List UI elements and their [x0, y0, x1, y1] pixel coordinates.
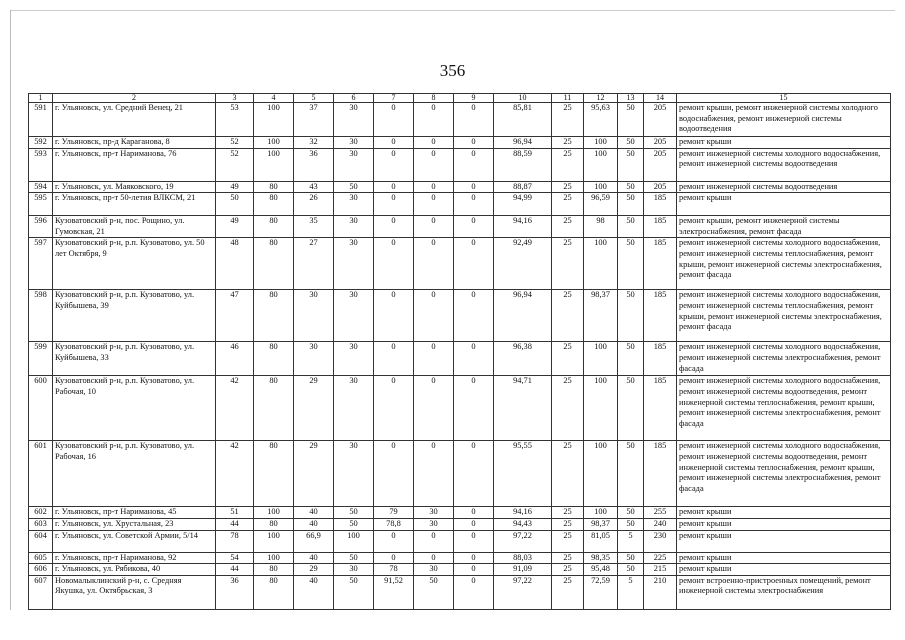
value-cell-c12: 100 [584, 376, 618, 441]
value-cell-c6: 50 [334, 575, 374, 609]
value-cell-c4: 80 [254, 376, 294, 441]
value-cell-c3: 53 [216, 103, 254, 137]
column-header-14: 14 [644, 94, 677, 103]
value-cell-c14: 240 [644, 518, 677, 530]
value-cell-c10: 85,81 [494, 103, 552, 137]
value-cell-c8: 0 [414, 290, 454, 342]
row-number-cell: 607 [29, 575, 53, 609]
column-header-5: 5 [294, 94, 334, 103]
value-cell-c8: 0 [414, 137, 454, 149]
value-cell-c12: 100 [584, 148, 618, 181]
value-cell-c13: 50 [618, 507, 644, 519]
value-cell-c11: 25 [552, 238, 584, 290]
table-row [29, 564, 891, 576]
column-header-12: 12 [584, 94, 618, 103]
value-cell-c5: 32 [294, 137, 334, 149]
value-cell-c11: 25 [552, 530, 584, 552]
value-cell-c8: 0 [414, 238, 454, 290]
works-cell: ремонт крыши [677, 552, 891, 564]
column-header-4: 4 [254, 94, 294, 103]
header-row [29, 94, 891, 103]
value-cell-c5: 66,9 [294, 530, 334, 552]
value-cell-c5: 36 [294, 148, 334, 181]
column-header-1: 1 [29, 94, 53, 103]
row-number-cell: 591 [29, 103, 53, 137]
works-cell: ремонт крыши, ремонт инженерной системы электроснабжения, ремонт фасада [677, 216, 891, 238]
value-cell-c6: 30 [334, 238, 374, 290]
value-cell-c8: 30 [414, 564, 454, 576]
value-cell-c10: 97,22 [494, 575, 552, 609]
value-cell-c9: 0 [454, 376, 494, 441]
value-cell-c8: 0 [414, 181, 454, 193]
value-cell-c7: 78,8 [374, 518, 414, 530]
value-cell-c3: 54 [216, 552, 254, 564]
value-cell-c9: 0 [454, 193, 494, 216]
value-cell-c7: 0 [374, 441, 414, 507]
value-cell-c7: 0 [374, 290, 414, 342]
column-header-11: 11 [552, 94, 584, 103]
table-row [29, 441, 891, 507]
table-row [29, 552, 891, 564]
value-cell-c4: 100 [254, 103, 294, 137]
value-cell-c4: 100 [254, 148, 294, 181]
value-cell-c4: 80 [254, 238, 294, 290]
value-cell-c5: 43 [294, 181, 334, 193]
row-number-cell: 599 [29, 342, 53, 376]
address-cell: г. Ульяновск, пр-т Нариманова, 76 [53, 148, 216, 181]
value-cell-c8: 0 [414, 148, 454, 181]
value-cell-c5: 27 [294, 238, 334, 290]
value-cell-c6: 30 [334, 342, 374, 376]
value-cell-c13: 50 [618, 290, 644, 342]
value-cell-c10: 94,16 [494, 216, 552, 238]
value-cell-c6: 30 [334, 441, 374, 507]
value-cell-c8: 0 [414, 342, 454, 376]
value-cell-c11: 25 [552, 193, 584, 216]
value-cell-c9: 0 [454, 575, 494, 609]
value-cell-c13: 50 [618, 137, 644, 149]
works-cell: ремонт инженерной системы холодного водоснабжения, ремонт инженерной системы электроснабжения, ремонт фасада [677, 342, 891, 376]
address-cell: Кузоватовский р-н, р.п. Кузоватово, ул. Куйбышева, 39 [53, 290, 216, 342]
value-cell-c4: 80 [254, 342, 294, 376]
value-cell-c5: 30 [294, 290, 334, 342]
value-cell-c9: 0 [454, 238, 494, 290]
table-row [29, 193, 891, 216]
value-cell-c14: 185 [644, 290, 677, 342]
column-header-6: 6 [334, 94, 374, 103]
value-cell-c7: 0 [374, 342, 414, 376]
value-cell-c8: 50 [414, 575, 454, 609]
value-cell-c13: 50 [618, 181, 644, 193]
works-cell: ремонт инженерной системы холодного водоснабжения, ремонт инженерной системы водоотведения, ремонт инженерной системы теплоснабжения, ремонт крыши, ремонт инженерной системы электроснабжения, ремонт фасада [677, 441, 891, 507]
value-cell-c10: 96,94 [494, 137, 552, 149]
value-cell-c7: 0 [374, 530, 414, 552]
value-cell-c4: 80 [254, 441, 294, 507]
value-cell-c4: 80 [254, 216, 294, 238]
value-cell-c12: 98 [584, 216, 618, 238]
value-cell-c9: 0 [454, 342, 494, 376]
value-cell-c14: 225 [644, 552, 677, 564]
value-cell-c7: 0 [374, 216, 414, 238]
works-cell: ремонт крыши [677, 518, 891, 530]
value-cell-c10: 91,09 [494, 564, 552, 576]
value-cell-c8: 0 [414, 216, 454, 238]
value-cell-c13: 50 [618, 342, 644, 376]
value-cell-c13: 50 [618, 564, 644, 576]
value-cell-c14: 215 [644, 564, 677, 576]
value-cell-c8: 0 [414, 530, 454, 552]
value-cell-c6: 30 [334, 137, 374, 149]
row-number-cell: 605 [29, 552, 53, 564]
value-cell-c10: 88,59 [494, 148, 552, 181]
value-cell-c14: 255 [644, 507, 677, 519]
value-cell-c4: 80 [254, 564, 294, 576]
value-cell-c3: 44 [216, 564, 254, 576]
works-cell: ремонт инженерной системы холодного водоснабжения, ремонт инженерной системы водоотведения [677, 148, 891, 181]
value-cell-c7: 0 [374, 148, 414, 181]
value-cell-c12: 98,37 [584, 518, 618, 530]
row-number-cell: 593 [29, 148, 53, 181]
works-cell: ремонт крыши [677, 193, 891, 216]
value-cell-c7: 0 [374, 376, 414, 441]
value-cell-c6: 30 [334, 148, 374, 181]
value-cell-c8: 0 [414, 193, 454, 216]
works-cell: ремонт инженерной системы водоотведения [677, 181, 891, 193]
value-cell-c12: 81,05 [584, 530, 618, 552]
works-cell: ремонт инженерной системы холодного водоснабжения, ремонт инженерной системы водоотведения, ремонт инженерной системы теплоснабжения, ремонт крыши, ремонт инженерной системы электроснабжения, ремонт фасада [677, 376, 891, 441]
value-cell-c4: 80 [254, 575, 294, 609]
value-cell-c3: 78 [216, 530, 254, 552]
works-cell: ремонт крыши [677, 564, 891, 576]
value-cell-c10: 88,03 [494, 552, 552, 564]
value-cell-c12: 100 [584, 137, 618, 149]
table-row [29, 342, 891, 376]
value-cell-c7: 78 [374, 564, 414, 576]
value-cell-c11: 25 [552, 290, 584, 342]
works-cell: ремонт крыши [677, 507, 891, 519]
value-cell-c11: 25 [552, 342, 584, 376]
address-cell: г. Ульяновск, пр-т Нариманова, 92 [53, 552, 216, 564]
value-cell-c5: 29 [294, 376, 334, 441]
address-cell: Кузоватовский р-н, р.п. Кузоватово, ул. Рабочая, 10 [53, 376, 216, 441]
address-cell: г. Ульяновск, ул. Рябикова, 40 [53, 564, 216, 576]
value-cell-c14: 185 [644, 193, 677, 216]
address-cell: г. Ульяновск, ул. Хрустальная, 23 [53, 518, 216, 530]
value-cell-c11: 25 [552, 507, 584, 519]
value-cell-c10: 94,43 [494, 518, 552, 530]
column-header-10: 10 [494, 94, 552, 103]
value-cell-c6: 30 [334, 376, 374, 441]
row-number-cell: 603 [29, 518, 53, 530]
value-cell-c14: 185 [644, 376, 677, 441]
table-row [29, 238, 891, 290]
value-cell-c12: 100 [584, 507, 618, 519]
value-cell-c10: 97,22 [494, 530, 552, 552]
value-cell-c4: 80 [254, 518, 294, 530]
value-cell-c7: 0 [374, 137, 414, 149]
value-cell-c7: 79 [374, 507, 414, 519]
value-cell-c10: 88,87 [494, 181, 552, 193]
value-cell-c4: 100 [254, 507, 294, 519]
value-cell-c13: 5 [618, 530, 644, 552]
page-top-edge [10, 10, 895, 11]
row-number-cell: 598 [29, 290, 53, 342]
value-cell-c3: 44 [216, 518, 254, 530]
page-number: 356 [439, 61, 466, 80]
value-cell-c7: 0 [374, 103, 414, 137]
works-cell: ремонт крыши, ремонт инженерной системы холодного водоснабжения, ремонт инженерной системы водоотведения [677, 103, 891, 137]
value-cell-c6: 50 [334, 518, 374, 530]
value-cell-c5: 40 [294, 552, 334, 564]
table-row [29, 507, 891, 519]
row-number-cell: 606 [29, 564, 53, 576]
value-cell-c3: 48 [216, 238, 254, 290]
value-cell-c11: 25 [552, 518, 584, 530]
table-row [29, 137, 891, 149]
value-cell-c11: 25 [552, 575, 584, 609]
value-cell-c11: 25 [552, 103, 584, 137]
table-row [29, 518, 891, 530]
column-header-8: 8 [414, 94, 454, 103]
value-cell-c12: 95,63 [584, 103, 618, 137]
value-cell-c14: 230 [644, 530, 677, 552]
value-cell-c4: 100 [254, 552, 294, 564]
row-number-cell: 601 [29, 441, 53, 507]
works-cell: ремонт инженерной системы холодного водоснабжения, ремонт инженерной системы теплоснабжения, ремонт крыши, ремонт инженерной системы электроснабжения, ремонт фасада [677, 238, 891, 290]
value-cell-c6: 50 [334, 552, 374, 564]
value-cell-c9: 0 [454, 441, 494, 507]
address-cell: г. Ульяновск, пр-д Караганова, 8 [53, 137, 216, 149]
value-cell-c12: 100 [584, 238, 618, 290]
address-cell: Кузоватовский р-н, р.п. Кузоватово, ул. 50 лет Октября, 9 [53, 238, 216, 290]
column-header-13: 13 [618, 94, 644, 103]
value-cell-c14: 185 [644, 238, 677, 290]
table-row [29, 290, 891, 342]
value-cell-c7: 0 [374, 181, 414, 193]
value-cell-c8: 0 [414, 103, 454, 137]
value-cell-c8: 30 [414, 518, 454, 530]
value-cell-c4: 80 [254, 193, 294, 216]
value-cell-c10: 94,16 [494, 507, 552, 519]
value-cell-c13: 50 [618, 238, 644, 290]
value-cell-c7: 0 [374, 238, 414, 290]
value-cell-c9: 0 [454, 181, 494, 193]
value-cell-c3: 46 [216, 342, 254, 376]
value-cell-c9: 0 [454, 552, 494, 564]
value-cell-c4: 100 [254, 530, 294, 552]
value-cell-c9: 0 [454, 103, 494, 137]
value-cell-c12: 100 [584, 441, 618, 507]
table-row [29, 530, 891, 552]
value-cell-c3: 47 [216, 290, 254, 342]
address-cell: г. Ульяновск, ул. Средний Венец, 21 [53, 103, 216, 137]
value-cell-c10: 95,55 [494, 441, 552, 507]
works-cell: ремонт встроенно-пристроенных помещений, ремонт инженерной системы электроснабжения [677, 575, 891, 609]
value-cell-c5: 29 [294, 441, 334, 507]
value-cell-c5: 40 [294, 507, 334, 519]
value-cell-c6: 30 [334, 216, 374, 238]
value-cell-c7: 0 [374, 552, 414, 564]
table-row [29, 575, 891, 609]
value-cell-c14: 205 [644, 148, 677, 181]
value-cell-c7: 91,52 [374, 575, 414, 609]
column-header-7: 7 [374, 94, 414, 103]
value-cell-c14: 205 [644, 181, 677, 193]
value-cell-c11: 25 [552, 216, 584, 238]
value-cell-c11: 25 [552, 441, 584, 507]
value-cell-c8: 30 [414, 507, 454, 519]
value-cell-c3: 51 [216, 507, 254, 519]
table-row [29, 103, 891, 137]
value-cell-c5: 26 [294, 193, 334, 216]
value-cell-c10: 96,94 [494, 290, 552, 342]
value-cell-c14: 205 [644, 137, 677, 149]
works-cell: ремонт инженерной системы холодного водоснабжения, ремонт инженерной системы теплоснабжения, ремонт крыши, ремонт инженерной системы электроснабжения, ремонт фасада [677, 290, 891, 342]
value-cell-c3: 36 [216, 575, 254, 609]
column-header-3: 3 [216, 94, 254, 103]
column-header-9: 9 [454, 94, 494, 103]
value-cell-c11: 25 [552, 148, 584, 181]
value-cell-c10: 94,99 [494, 193, 552, 216]
table-row [29, 216, 891, 238]
value-cell-c3: 49 [216, 216, 254, 238]
value-cell-c13: 50 [618, 552, 644, 564]
value-cell-c10: 92,49 [494, 238, 552, 290]
value-cell-c5: 40 [294, 518, 334, 530]
value-cell-c13: 50 [618, 216, 644, 238]
value-cell-c11: 25 [552, 564, 584, 576]
row-number-cell: 592 [29, 137, 53, 149]
value-cell-c14: 185 [644, 342, 677, 376]
value-cell-c11: 25 [552, 137, 584, 149]
value-cell-c5: 29 [294, 564, 334, 576]
value-cell-c11: 25 [552, 181, 584, 193]
value-cell-c4: 80 [254, 290, 294, 342]
value-cell-c6: 30 [334, 193, 374, 216]
works-cell: ремонт крыши [677, 137, 891, 149]
value-cell-c12: 72,59 [584, 575, 618, 609]
value-cell-c13: 50 [618, 518, 644, 530]
repair-schedule-table [28, 93, 891, 610]
value-cell-c13: 50 [618, 193, 644, 216]
value-cell-c9: 0 [454, 216, 494, 238]
value-cell-c13: 5 [618, 575, 644, 609]
table-row [29, 376, 891, 441]
row-number-cell: 597 [29, 238, 53, 290]
value-cell-c9: 0 [454, 530, 494, 552]
value-cell-c4: 100 [254, 137, 294, 149]
value-cell-c13: 50 [618, 441, 644, 507]
value-cell-c3: 49 [216, 181, 254, 193]
value-cell-c10: 94,71 [494, 376, 552, 441]
address-cell: Кузоватовский р-н, р.п. Кузоватово, ул. Куйбышева, 33 [53, 342, 216, 376]
value-cell-c6: 50 [334, 507, 374, 519]
value-cell-c8: 0 [414, 441, 454, 507]
address-cell: г. Ульяновск, пр-т 50-летия ВЛКСМ, 21 [53, 193, 216, 216]
value-cell-c12: 98,35 [584, 552, 618, 564]
value-cell-c6: 30 [334, 103, 374, 137]
value-cell-c6: 100 [334, 530, 374, 552]
column-header-2: 2 [53, 94, 216, 103]
table-row [29, 181, 891, 193]
value-cell-c5: 30 [294, 342, 334, 376]
page-left-edge [10, 10, 11, 610]
row-number-cell: 602 [29, 507, 53, 519]
value-cell-c14: 205 [644, 103, 677, 137]
value-cell-c14: 185 [644, 216, 677, 238]
value-cell-c9: 0 [454, 507, 494, 519]
value-cell-c11: 25 [552, 552, 584, 564]
value-cell-c9: 0 [454, 564, 494, 576]
value-cell-c9: 0 [454, 290, 494, 342]
value-cell-c8: 0 [414, 376, 454, 441]
address-cell: Новомалыклинский р-н, с. Средняя Якушка, ул. Октябрьская, 3 [53, 575, 216, 609]
value-cell-c7: 0 [374, 193, 414, 216]
value-cell-c6: 30 [334, 290, 374, 342]
value-cell-c9: 0 [454, 137, 494, 149]
value-cell-c14: 210 [644, 575, 677, 609]
value-cell-c3: 42 [216, 376, 254, 441]
value-cell-c12: 96,59 [584, 193, 618, 216]
value-cell-c3: 52 [216, 148, 254, 181]
value-cell-c11: 25 [552, 376, 584, 441]
value-cell-c5: 37 [294, 103, 334, 137]
row-number-cell: 594 [29, 181, 53, 193]
value-cell-c6: 30 [334, 564, 374, 576]
address-cell: г. Ульяновск, ул. Советской Армии, 5/14 [53, 530, 216, 552]
value-cell-c12: 100 [584, 181, 618, 193]
value-cell-c3: 42 [216, 441, 254, 507]
row-number-cell: 595 [29, 193, 53, 216]
document-table-wrapper [28, 93, 890, 610]
value-cell-c5: 40 [294, 575, 334, 609]
value-cell-c5: 35 [294, 216, 334, 238]
value-cell-c4: 80 [254, 181, 294, 193]
value-cell-c12: 98,37 [584, 290, 618, 342]
value-cell-c12: 95,48 [584, 564, 618, 576]
value-cell-c13: 50 [618, 103, 644, 137]
address-cell: Кузоватовский р-н, р.п. Кузоватово, ул. Рабочая, 16 [53, 441, 216, 507]
works-cell: ремонт крыши [677, 530, 891, 552]
address-cell: Кузоватовский р-н, пос. Рощино, ул. Гумовская, 21 [53, 216, 216, 238]
value-cell-c9: 0 [454, 518, 494, 530]
value-cell-c3: 52 [216, 137, 254, 149]
table-body [29, 103, 891, 610]
value-cell-c13: 50 [618, 376, 644, 441]
row-number-cell: 604 [29, 530, 53, 552]
address-cell: г. Ульяновск, ул. Маяковского, 19 [53, 181, 216, 193]
address-cell: г. Ульяновск, пр-т Нариманова, 45 [53, 507, 216, 519]
value-cell-c3: 50 [216, 193, 254, 216]
row-number-cell: 596 [29, 216, 53, 238]
value-cell-c9: 0 [454, 148, 494, 181]
value-cell-c14: 185 [644, 441, 677, 507]
table-row [29, 148, 891, 181]
row-number-cell: 600 [29, 376, 53, 441]
value-cell-c12: 100 [584, 342, 618, 376]
value-cell-c6: 50 [334, 181, 374, 193]
value-cell-c13: 50 [618, 148, 644, 181]
value-cell-c10: 96,38 [494, 342, 552, 376]
value-cell-c8: 0 [414, 552, 454, 564]
column-header-15: 15 [677, 94, 891, 103]
